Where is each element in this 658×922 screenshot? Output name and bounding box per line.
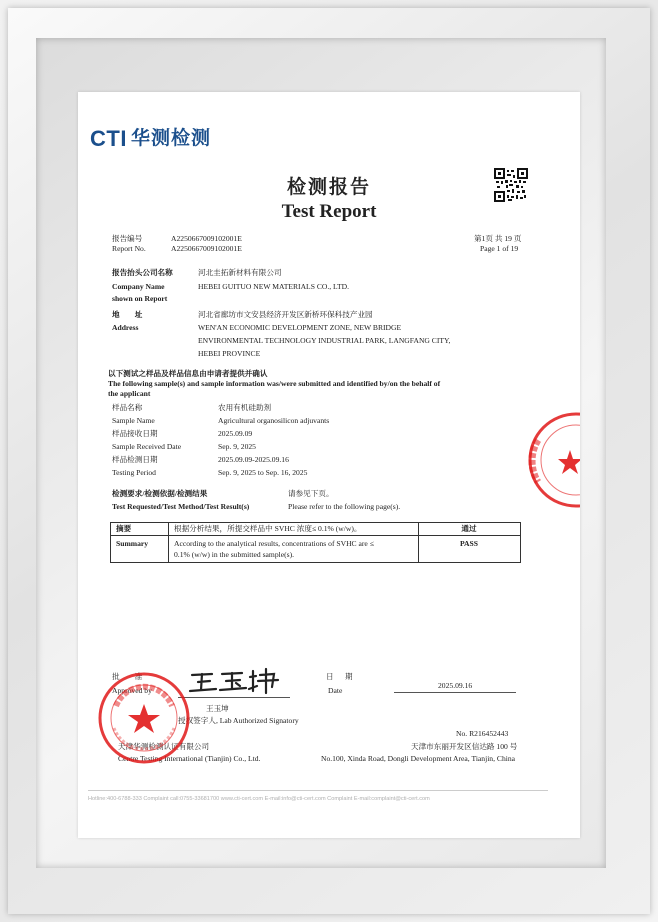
approved-label-cn: 批 准	[112, 672, 143, 681]
summary-table-right	[520, 522, 521, 563]
red-seal-stamp-icon	[96, 670, 192, 766]
approval-date: 2025.09.16	[438, 681, 473, 690]
issuer-name-en: Centre Testing International (Tianjin) Co., Ltd.	[118, 754, 261, 763]
summary-table-top	[110, 522, 521, 523]
sample-name-value-cn: 农用有机硅助剂	[218, 403, 272, 412]
company-label-cn: 报告抬头公司名称	[112, 268, 173, 277]
summary-result-en: PASS	[459, 539, 478, 548]
summary-table-mid	[110, 535, 521, 536]
report-no-label-en: Report No.	[112, 244, 146, 253]
address-value-en-1: WEN'AN ECONOMIC DEVELOPMENT ZONE, NEW BRIDGE	[198, 323, 402, 332]
report-no-value-en: A2250667009102001E	[171, 244, 242, 253]
summary-table-left	[110, 522, 111, 563]
date-label-en: Date	[328, 686, 343, 695]
company-label-en-2: shown on Report	[112, 294, 168, 303]
sample-name-label-cn: 样品名称	[112, 403, 143, 412]
summary-text-en-2: 0.1% (w/w) in the submitted sample(s).	[174, 550, 295, 559]
summary-label-cn: 摘要	[116, 524, 132, 533]
testing-period-label-cn: 样品检测日期	[112, 455, 158, 464]
address-label-en: Address	[112, 323, 139, 332]
date-line	[394, 692, 516, 693]
test-requested-value-cn: 请参见下页。	[288, 489, 334, 498]
summary-result-cn: 通过	[461, 524, 477, 533]
testing-period-label-en: Testing Period	[112, 468, 156, 477]
certificate-no: No. R216452443	[456, 729, 509, 738]
footer-contact: Hotline:400-6788-333 Complaint call:0755-33681700 www.cti-cert.com E-mail:info@cti-cert.com Complaint E-mail:complaint@cti-cert.com	[88, 796, 430, 802]
sample-received-value-cn: 2025.09.09	[218, 429, 253, 438]
report-title-cn: 检测报告	[286, 177, 371, 198]
logo-brand: CTI	[90, 126, 127, 151]
report-no-label-cn: 报告编号	[112, 234, 143, 243]
testing-period-value-cn: 2025.09.09-2025.09.16	[218, 455, 289, 464]
summary-text-en-1: According to the analytical results, concentrations of SVHC are ≤	[174, 539, 374, 548]
company-label-en-1: Company Name	[112, 282, 165, 291]
issuer-name-cn: 天津华测检测认证有限公司	[118, 742, 210, 751]
summary-label-en: Summary	[116, 539, 149, 548]
date-label-cn: 日 期	[326, 672, 353, 681]
cti-logo	[90, 125, 211, 154]
approved-label-en: Approved by	[112, 686, 152, 695]
sample-received-label-en: Sample Received Date	[112, 442, 182, 451]
issuer-address-cn: 天津市东丽开发区信达路 100 号	[411, 742, 518, 751]
address-label-cn: 地 址	[112, 310, 143, 319]
sample-intro-en-2: the applicant	[108, 389, 151, 398]
sample-name-label-en: Sample Name	[112, 416, 155, 425]
summary-text-cn: 根据分析结果，所提交样品中 SVHC 浓度≤ 0.1% (w/w)。	[174, 524, 362, 533]
address-value-en-2: ENVIRONMENTAL TECHNOLOGY INDUSTRIAL PARK, LANGFANG CITY,	[198, 336, 451, 345]
company-value-en: HEBEI GUITUO NEW MATERIALS CO., LTD.	[198, 282, 350, 291]
address-value-cn: 河北省廊坊市文安县经济开发区新桥环保科技产业园	[198, 310, 373, 319]
signatory-role: 授权签字人, Lab Authorized Signatory	[178, 716, 299, 725]
footer-divider	[88, 790, 548, 791]
signature-line	[178, 697, 290, 698]
issuer-address-en: No.100, Xinda Road, Dongli Development Area, Tianjin, China	[321, 754, 516, 763]
sample-name-value-en: Agricultural organosilicon adjuvants	[218, 416, 330, 425]
signatory-name: 王玉坤	[206, 704, 229, 713]
logo-brand-cn: 华测检测	[130, 127, 211, 149]
sample-intro-en-1: The following sample(s) and sample information was/were submitted and identified by/on the behalf of	[108, 379, 441, 388]
address-value-en-3: HEBEI PROVINCE	[198, 349, 261, 358]
test-requested-label-en: Test Requested/Test Method/Test Result(s)	[112, 502, 250, 511]
summary-table-col1	[168, 522, 169, 563]
sample-received-label-cn: 样品接收日期	[112, 429, 158, 438]
testing-period-value-en: Sep. 9, 2025 to Sep. 16, 2025	[218, 468, 308, 477]
report-no-value-cn: A2250667009102001E	[171, 234, 242, 243]
test-requested-value-en: Please refer to the following page(s).	[288, 502, 401, 511]
page-number-cn: 第1页 共 19 页	[474, 234, 522, 243]
summary-table-bottom	[110, 562, 521, 563]
page-number-en: Page 1 of 19	[480, 244, 519, 253]
report-title-en: Test Report	[281, 201, 377, 222]
signature-image	[186, 667, 281, 695]
sample-intro-cn: 以下测试之样品及样品信息由申请者提供并确认	[108, 369, 268, 378]
test-requested-label-cn: 检测要求/检测依据/检测结果	[112, 489, 208, 498]
red-seal-stamp-edge-icon	[526, 410, 580, 510]
report-document	[78, 92, 580, 838]
company-value-cn: 河北圭拓新材料有限公司	[198, 268, 282, 277]
sample-received-value-en: Sep. 9, 2025	[218, 442, 256, 451]
